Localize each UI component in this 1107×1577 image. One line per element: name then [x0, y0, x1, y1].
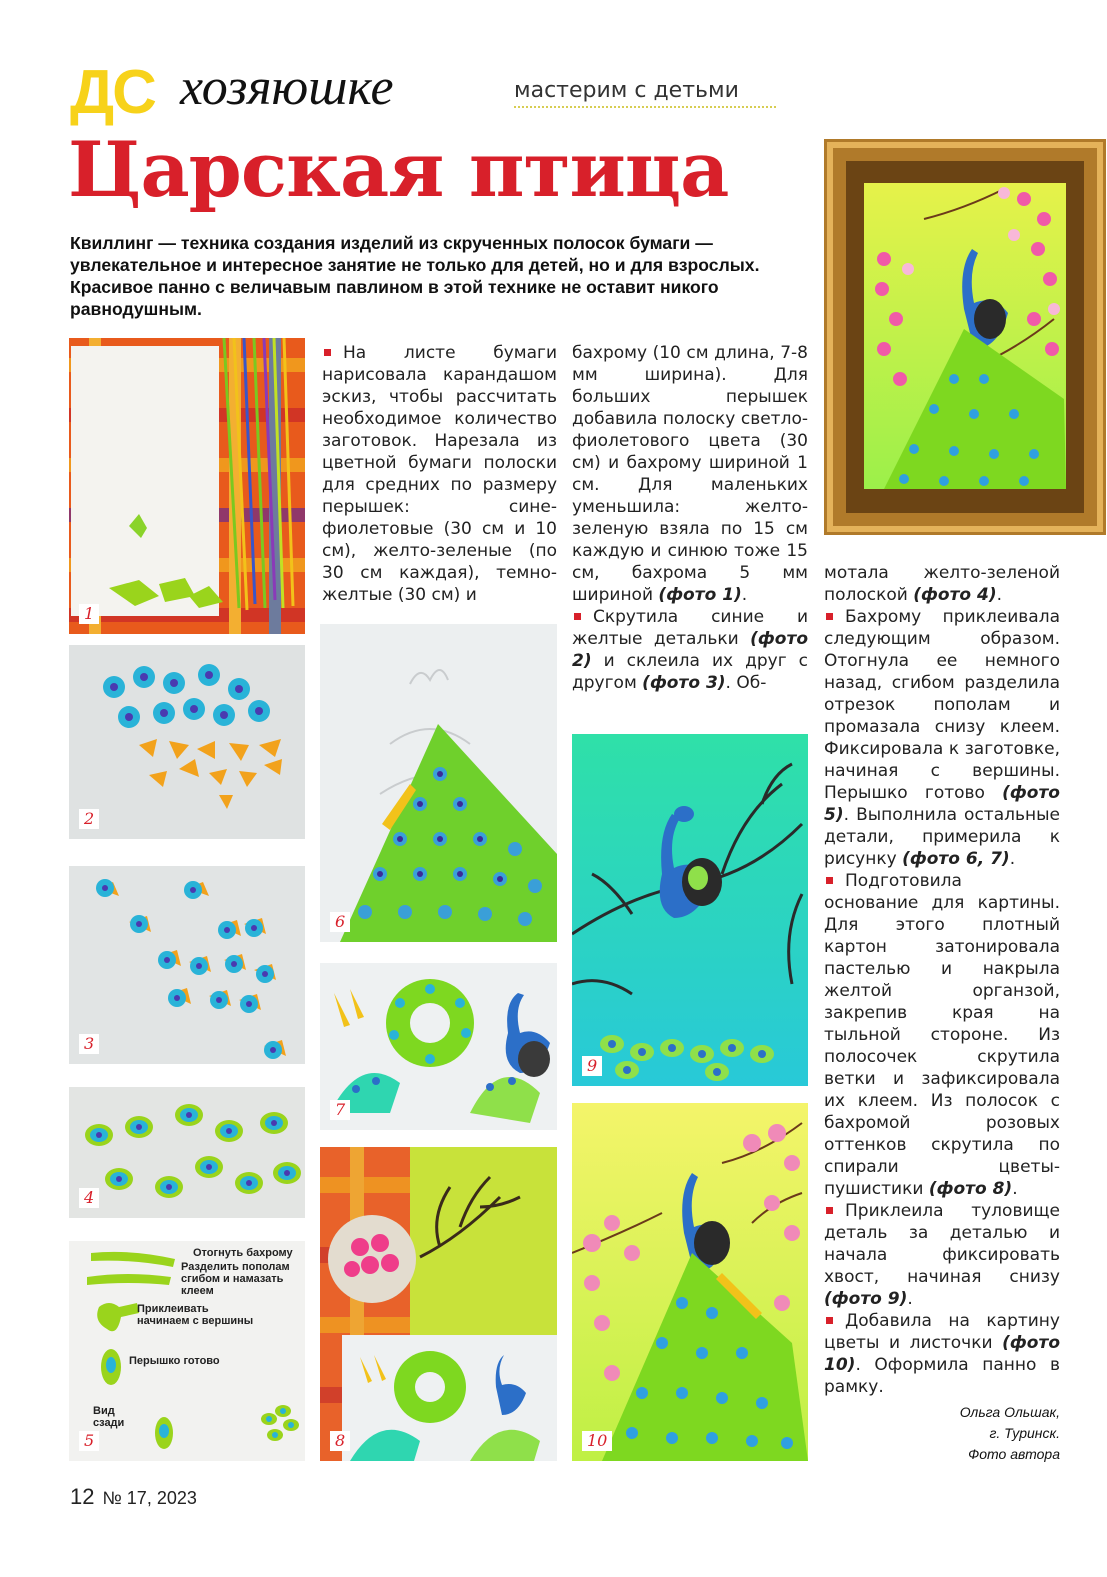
text-column-2 [572, 342, 808, 694]
author-name: Ольга Ольшак, [959, 1404, 1060, 1420]
photo-4 [69, 1087, 305, 1218]
rubric-title: хозяюшке [180, 59, 394, 116]
page-footer [70, 1484, 197, 1510]
article-lead: Квиллинг — техника создания изделий из скрученных полосок бумаги — увлекательное и интересное занятие не только для детей, но и для взрослых. Красивое панно с величавым павлином в этой технике не оставит никого равнодушным. [70, 233, 760, 319]
bullet-marker [574, 613, 581, 620]
photo-reference: (фото 6, 7) [902, 849, 1010, 869]
punctuation: . [1009, 849, 1016, 869]
photo-reference: (фото 9) [824, 1289, 908, 1309]
photo-7-number: 7 [330, 1100, 350, 1120]
photo-reference: (фото 3) [642, 673, 726, 693]
text-column-3 [824, 562, 1060, 1398]
photo-8 [320, 1147, 557, 1461]
photo-reference: (фото 8) [928, 1179, 1013, 1199]
paragraph [572, 342, 808, 606]
issue-number: № 17, 2023 [102, 1488, 197, 1508]
photo-2-number: 2 [79, 809, 99, 829]
paragraph-text: На листе бумаги нарисовала карандашом эскиз, чтобы рассчитать необходимое количество заготовок. Нарезала из цветной бумаги полоски для средних по размеру перышек: сине-фиолетовые (30 см и 10 см), желто-зеленые (по 30 см каждая), темно-желтые (30 см) и [322, 343, 557, 605]
annotation-glue-from-top: Приклеивать начинаем с вершины [137, 1303, 254, 1327]
photo-10-number: 10 [582, 1431, 612, 1451]
author-city: г. Туринск. [989, 1425, 1060, 1441]
photo-reference: (фото 10) [824, 1333, 1061, 1375]
annotation-feather-ready: Перышко готово [129, 1355, 220, 1367]
photo-10 [572, 1103, 808, 1461]
paragraph-text: . Оформила панно в рамку. [824, 1355, 1060, 1397]
annotation-split-and-glue: Разделить пополам сгибом и намазать клеем [181, 1261, 290, 1297]
photo-4-number: 4 [79, 1188, 99, 1208]
punctuation: . [996, 585, 1003, 605]
paragraph-text: и склеила их друг с другом [572, 651, 808, 693]
photo-10-image [572, 1103, 808, 1461]
paragraph [322, 342, 557, 606]
paragraph-text: . Выполнила остальные детали, примерила к рисунку [824, 805, 1060, 869]
paragraph-text: Подготовила основание для картины. Для этого плотный картон затонировала пастелью и накрыла желтой органзой, закрепив края на тыльной стороне. Из полосочек скрутила ветки и зафиксировала их клеем. Из полосок с бахромой розовых оттенков скрутила по спирали цветы-пушистики [824, 871, 1060, 1199]
photo-7 [320, 963, 557, 1130]
paragraph [824, 562, 1060, 606]
paragraph-text: . Об- [725, 673, 767, 693]
photo-9-image [572, 734, 808, 1086]
photo-8-number: 8 [330, 1431, 350, 1451]
author-credit [890, 1402, 1060, 1465]
paragraph-text: Бахрому приклеивала следующим образом. Отогнула ее немного назад, сгибом разделила отрезок пополам и промазала снизу клеем. Фиксировала к заготовке, начиная с вершины. Перышко готово [824, 607, 1060, 803]
paragraph [824, 870, 1060, 1200]
photo-7-image [320, 963, 557, 1130]
photo-3-number: 3 [79, 1034, 99, 1054]
photo-8-image [320, 1147, 557, 1461]
paragraph-text: бахрому (10 см длина, 7-8 мм ширина). Для больших перышек добавила полоску светло-фиолетового цвета (30 см) и бахрому шириной 1 см. Для маленьких уменьшила: желто-зеленую взяла по 15 см каждую и синюю тоже 15 см, бахрома 5 мм шириной [572, 343, 808, 605]
photo-5-number: 5 [79, 1431, 99, 1451]
bullet-marker [826, 1317, 833, 1324]
bullet-marker [826, 1207, 833, 1214]
photo-2 [69, 645, 305, 839]
paragraph-text: Приклеила туловище деталь за деталью и начала фиксировать хвост, начиная снизу [824, 1201, 1060, 1287]
bullet-marker [826, 877, 833, 884]
bullet-marker [324, 349, 331, 356]
rubric-subtitle: мастерим с детьми [514, 80, 776, 108]
photo-reference: (фото 1) [658, 585, 742, 605]
punctuation: . [907, 1289, 913, 1309]
paragraph [824, 1200, 1060, 1310]
photo-6-number: 6 [330, 912, 350, 932]
photo-1-number: 1 [79, 604, 99, 624]
annotation-fold-fringe: Отогнуть бахрому [193, 1247, 293, 1259]
magazine-logo: ДС [70, 58, 155, 127]
paragraph [572, 606, 808, 694]
photo-reference: (фото 2) [572, 629, 809, 671]
photo-credit: Фото автора [968, 1446, 1060, 1462]
bullet-marker [826, 613, 833, 620]
photo-6 [320, 624, 557, 942]
framed-panel-image [824, 139, 1106, 535]
photo-4-image [69, 1087, 305, 1218]
photo-5 [69, 1241, 305, 1461]
paragraph [824, 606, 1060, 870]
paragraph-text: Добавила на картину цветы и листочки [824, 1311, 1060, 1353]
photo-2-image [69, 645, 305, 839]
photo-6-image [320, 624, 557, 942]
paragraph-text: мотала желто-зеленой полоской [824, 563, 1060, 605]
annotation-back-view: Вид сзади [93, 1405, 125, 1429]
page-number: 12 [70, 1484, 95, 1509]
paragraph [824, 1310, 1060, 1398]
photo-reference: (фото 5) [824, 783, 1060, 825]
photo-reference: (фото 4) [913, 585, 997, 605]
paragraph-text: Скрутила синие и желтые детальки [572, 607, 808, 649]
photo-3 [69, 866, 305, 1064]
text-column-1 [322, 342, 557, 606]
punctuation: . [741, 585, 748, 605]
photo-1 [69, 338, 305, 634]
photo-9-number: 9 [582, 1056, 602, 1076]
photo-9 [572, 734, 808, 1086]
framed-panel-photo [824, 139, 1106, 535]
article-title: Царская птица [68, 125, 729, 214]
photo-1-image [69, 338, 305, 634]
photo-3-image [69, 866, 305, 1064]
punctuation: . [1012, 1179, 1018, 1199]
